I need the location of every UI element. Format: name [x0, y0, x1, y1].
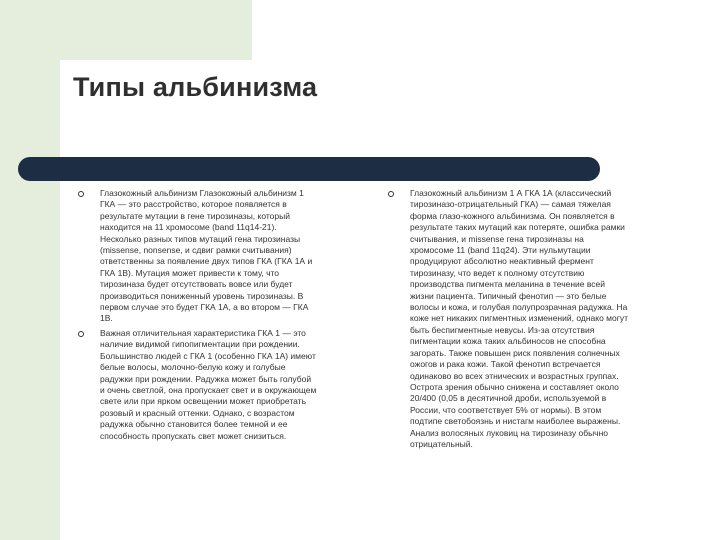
- left-paragraph-2: Важная отличительная характеристика ГКА 1 — это наличие видимой гипопигментации при рождении. Большинство людей с ГКА 1 (особенно ГКА 1А) имеют белые волосы, молочно-белую кожу и голубые радужки при рождении. Радужка может быть голубой и очень светлой, она пропускает свет и в окружающем свете или при ярком освещении может приобретать розовый и красный оттенки. Однако, с возрастом радужка обычно становится более темной и ее способность пропускать свет может снизиться.: [100, 327, 317, 441]
- bullet-icon: [388, 191, 394, 197]
- right-bullet-item-1: [388, 188, 698, 450]
- left-bullet-item-1: [78, 188, 360, 325]
- slide-title: Типы альбинизма: [73, 72, 318, 102]
- bullet-icon: [78, 191, 84, 197]
- background-green-band: [0, 182, 60, 540]
- title-rule: [18, 157, 600, 181]
- bullet-icon: [78, 331, 84, 337]
- right-column: [388, 188, 698, 450]
- right-paragraph-1: Глазокожный альбинизм 1 А ГКА 1А (классический тирозиназо-отрицательный ГКА) — самая тяжелая форма глазо-кожного альбинизма. Он появляется в результате таких мутаций как потеряте, ошибка рамки считывания, и missense гена тирозиназы на хромосоме 11 (band 11q24). Эти нульмутации продуцируют абсолютно неактивный фермент тирозиназу, что ведет к полному отсутствию производства пигмента меланина в течение всей жизни пациента. Типичный фенотип — это белые волосы и кожа, и голубая полупрозрачная радужка. На коже нет никаких пигментных изменений, однако могут быть беспигментные невусы. Из-за отсутствия пигментации кожа таких альбиносов не способна загорать. Также повышен риск появления солнечных ожогов и рака кожи. Такой фенотип встречается одинаково во всех этнических и возрастных группах. Острота зрения обычно снижена и составляет около 20/400 (0,05 в десятичной дроби, используемой в России, что соответствует 5% от нормы). В этом подтипе светобоязнь и нистагм наиболее выражены. Анализ волосяных луковиц на тирозиназу обычно отрицательный.: [410, 188, 628, 449]
- left-paragraph-1: Глазокожный альбинизм Глазокожный альбинизм 1 ГКА — это расстройство, которое появляется в результате мутации в гене тирозиназы, который находится на 11 хромосоме (band 11q14-21). Несколько разных типов мутаций гена тирозиназы (missense, nonsense, и сдвиг рамки считывания) ответственны за появление двух типов ГКА (ГКА 1А и ГКА 1В). Мутация может привести к тому, что тирозиназа будет отсутствовать вовсе или будет производиться пониженный уровень тирозиназы. В первом случае это будет ГКА 1А, а во втором — ГКА 1В.: [100, 188, 313, 324]
- left-column: [78, 188, 360, 442]
- left-bullet-item-2: [78, 328, 360, 442]
